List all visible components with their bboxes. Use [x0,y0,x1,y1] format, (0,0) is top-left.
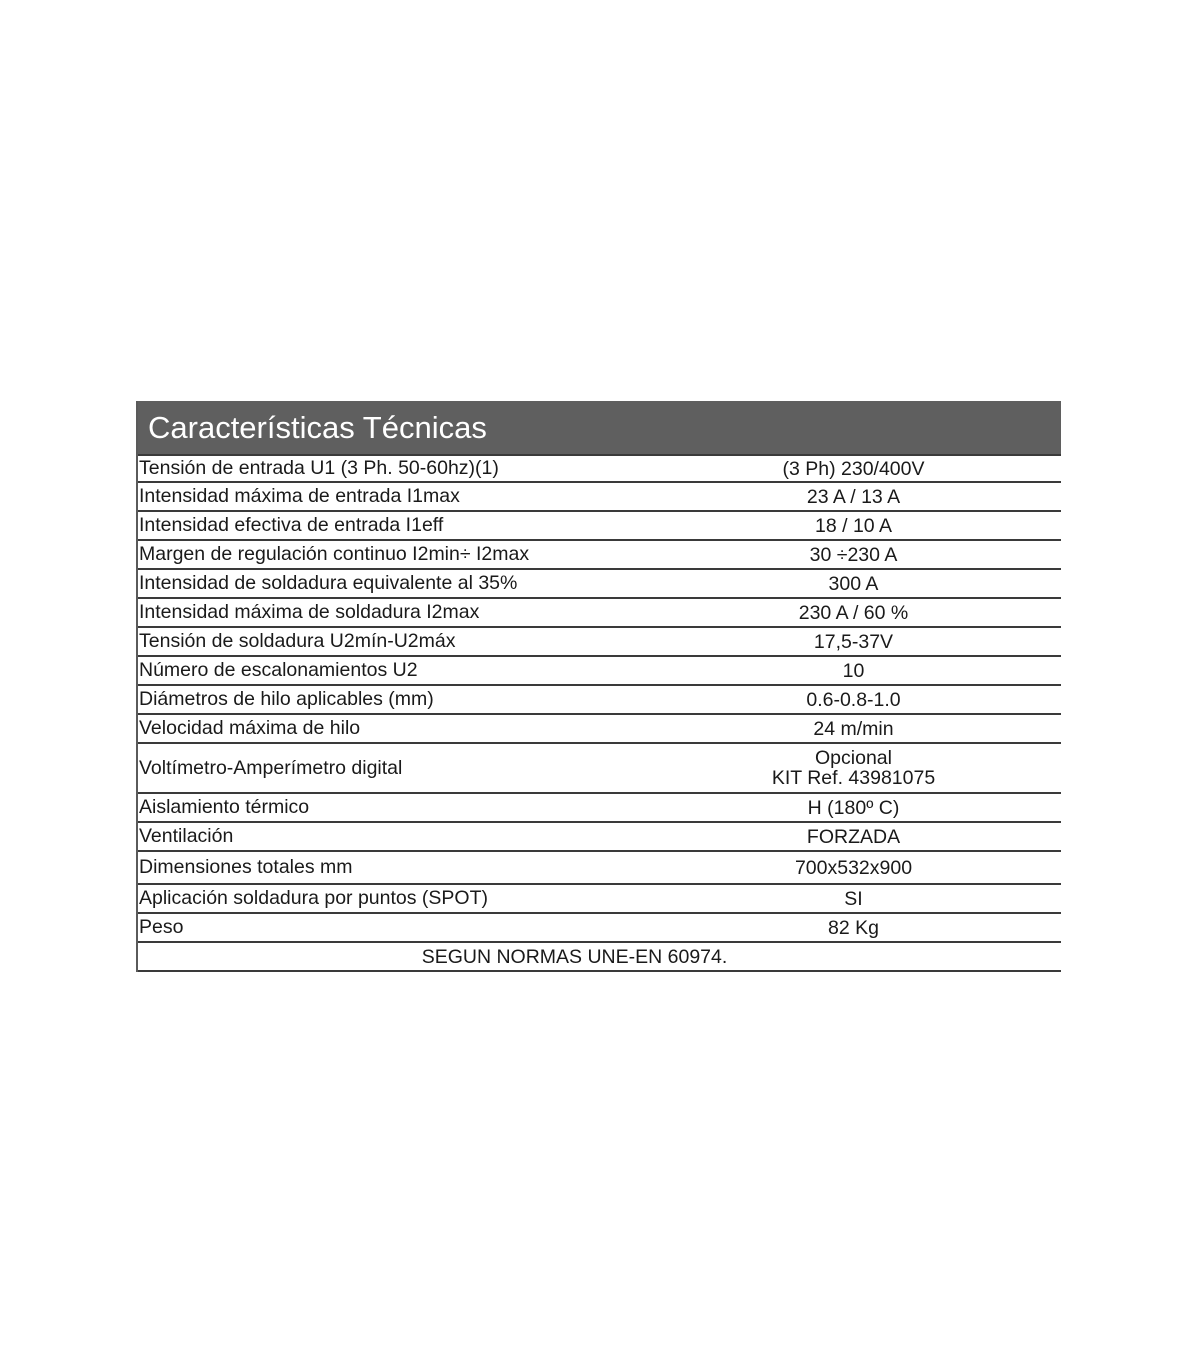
row-value: 30 ÷230 A [809,543,898,566]
row-value: 700x532x900 [794,856,913,879]
row-value: (3 Ph) 230/400V [782,457,925,480]
table-row [138,599,1061,628]
row-value: 23 A / 13 A [806,485,901,508]
row-label: Margen de regulación continuo I2min÷ I2max [139,543,530,565]
row-value: 82 Kg [828,916,879,939]
table-row [138,794,1061,823]
row-value: 230 A / 60 % [798,601,909,624]
row-label: Velocidad máxima de hilo [139,717,361,739]
table-row [138,885,1061,914]
table-row [138,483,1061,512]
row-label: Dimensiones totales mm [139,856,353,878]
row-value: Opcional KIT Ref. 43981075 [771,747,936,789]
spec-rows [138,454,1061,943]
row-label: Peso [139,916,184,938]
table-title: Características Técnicas [138,401,1061,454]
table-row [138,541,1061,570]
table-row [138,570,1061,599]
table-row [138,744,1061,794]
row-label: Voltímetro-Amperímetro digital [139,756,403,779]
row-value: 24 m/min [813,717,894,740]
row-value: 17,5-37V [813,630,894,653]
row-label: Tensión de soldadura U2mín-U2máx [139,630,456,652]
spec-table [136,401,1061,972]
row-label: Aplicación soldadura por puntos (SPOT) [139,887,489,909]
row-label: Ventilación [139,825,234,847]
row-label: Intensidad máxima de soldadura I2max [139,601,480,623]
table-row [138,657,1061,686]
row-value: H (180º C) [807,796,900,819]
row-label: Intensidad efectiva de entrada I1eff [139,514,444,536]
row-value: 18 / 10 A [815,514,892,537]
row-value: FORZADA [806,825,901,848]
row-value: 10 [842,659,865,682]
row-label: Intensidad de soldadura equivalente al 35% [139,572,518,594]
row-label: Aislamiento térmico [139,796,310,818]
row-label: Tensión de entrada U1 (3 Ph. 50-60hz)(1) [139,457,499,479]
row-value: SI [844,887,863,910]
table-row [138,686,1061,715]
row-label: Intensidad máxima de entrada I1max [139,485,460,507]
table-row [138,914,1061,943]
table-row [138,454,1061,483]
row-label: Diámetros de hilo aplicables (mm) [139,688,434,710]
table-row [138,512,1061,541]
standards-note: SEGUN NORMAS UNE-EN 60974. [138,943,1061,972]
table-row [138,715,1061,744]
row-value: 300 A [828,572,879,595]
table-row [138,628,1061,657]
table-row [138,852,1061,885]
table-row [138,823,1061,852]
row-label: Número de escalonamientos U2 [139,659,418,681]
row-value: 0.6-0.8-1.0 [806,688,901,711]
